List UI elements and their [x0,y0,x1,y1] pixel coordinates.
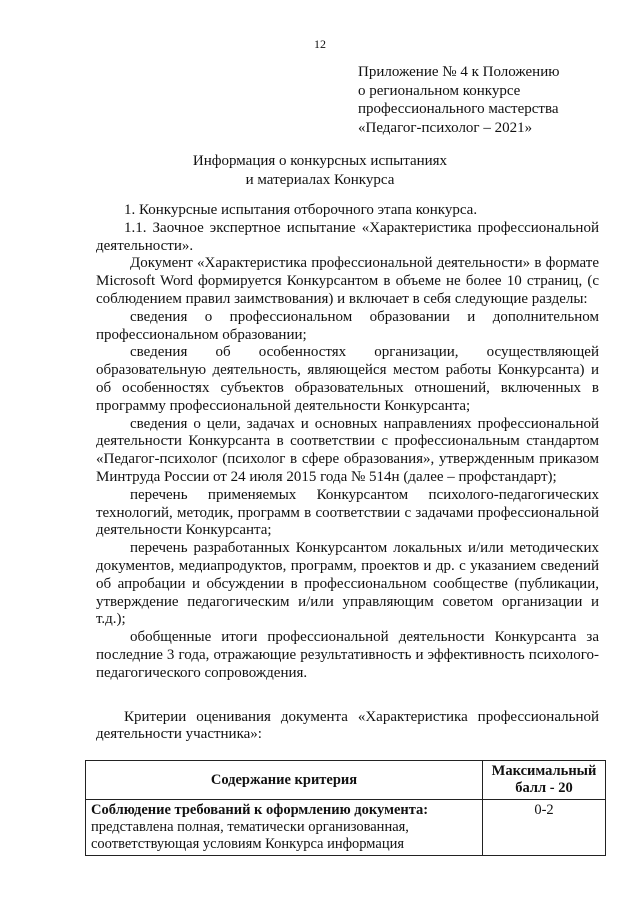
table-header-row [86,761,606,800]
list-item: сведения о цели, задачах и основных направлениях профессиональной деятельности Конкурсанта в соответствии с профессиональным стандартом «Педагог-психолог (психолог в сфере образования», утвержденным приказом Минтруда России от 24 июля 2015 года № 514н (далее – профстандарт); [96,415,599,485]
criterion-title: Соблюдение требований к оформлению документа: [91,802,429,818]
list-item: сведения об особенностях организации, осуществляющей образовательную деятельность, являющейся местом работы Конкурсанта) и об особенностях субъектов образовательных отношений, включенных в программу профессиональной деятельности Конкурсанта; [96,344,599,414]
criteria-intro: Критерии оценивания документа «Характеристика профессиональной деятельности участника»: [96,708,599,743]
criterion-text: представлена полная, тематически организованная, соответствующая условиям Конкурса информация [91,819,409,852]
subsection-heading: 1.1. Заочное экспертное испытание «Характеристика профессиональной деятельности». [96,219,599,254]
list-item: перечень применяемых Конкурсантом психолого-педагогических технологий, методик, программ в соответствии с задачами профессиональной деятельности Конкурсанта; [96,486,599,539]
paragraph: Документ «Характеристика профессиональной деятельности» в формате Microsoft Word формируется Конкурсантом в объеме не более 10 страниц, (с соблюдением правил заимствования) и включает в себя следующие разделы: [96,255,599,307]
title-line: и материалах Конкурса [245,171,395,188]
title-line: Информация о конкурсных испытаниях [192,153,448,169]
list-item: перечень разработанных Конкурсантом локальных и/или методических документов, медиапродуктов, программ, проектов и др. с указанием сведений об апробации и обсуждении в профессиональном сообществе (публикации, утверждение педагогическим и/или управляющим советом организации и т.д.); [96,540,599,628]
criteria-table [85,760,606,856]
appendix-line: «Педагог-психолог – 2021» [358,119,533,136]
appendix-line: о региональном конкурсе [358,82,521,99]
page-number: 12 [314,37,326,51]
list-item: обобщенные итоги профессиональной деятельности Конкурсанта за последние 3 года, отражающие результативность и эффективность психолого-педагогического сопровождения. [96,629,599,681]
header-max-score: Максимальный балл - 20 [483,761,606,800]
list-item: сведения о профессиональном образовании и дополнительном профессиональном образовании; [96,308,599,343]
appendix-header [358,63,608,137]
criterion-score: 0-2 [483,800,606,856]
header-content: Содержание критерия [86,761,483,800]
document-title [0,152,640,189]
table-row [86,800,606,856]
appendix-line: профессионального мастерства [358,101,559,117]
document-body [96,202,599,744]
section-heading: 1. Конкурсные испытания отборочного этапа конкурса. [124,202,478,218]
appendix-line: Приложение № 4 к Положению [358,64,560,80]
criterion-cell [86,800,483,856]
